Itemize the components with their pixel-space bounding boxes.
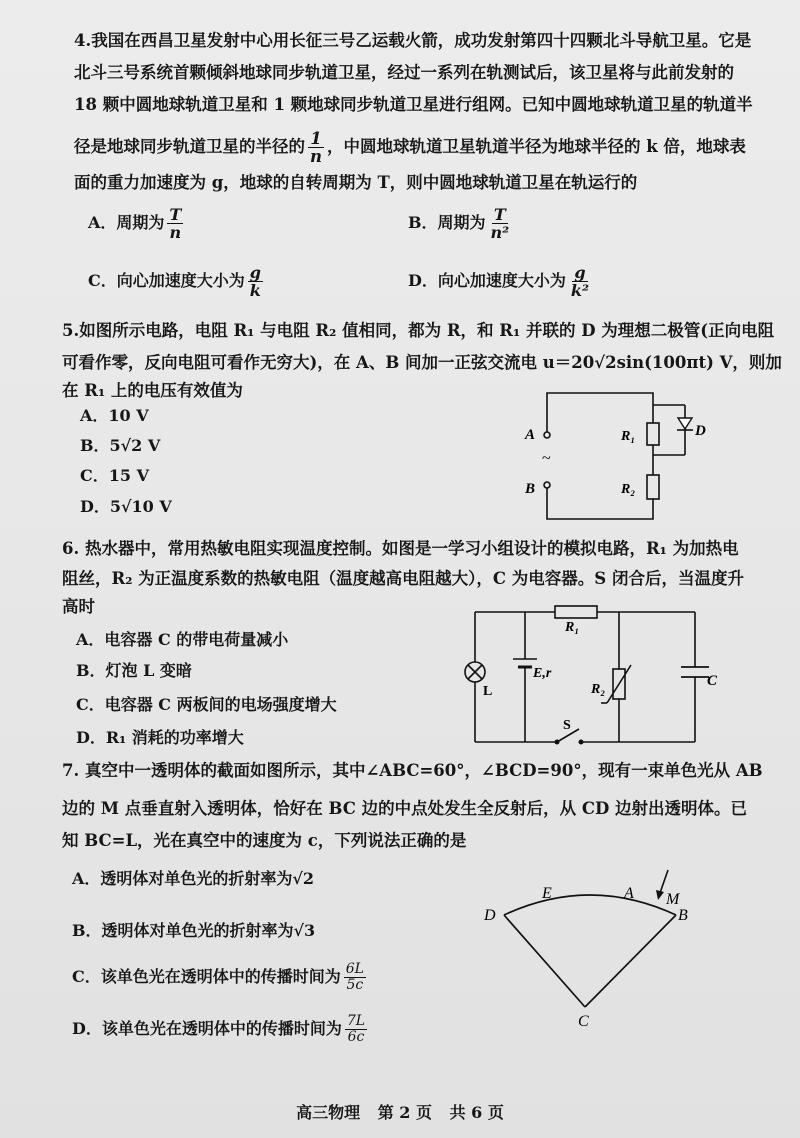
q4-line1: 4.我国在西昌卫星发射中心用长征三号乙运载火箭，成功发射第四十四颗北斗导航卫星。它是 bbox=[74, 31, 752, 50]
q6-option-c: C．电容器 C 两板间的电场强度增大 bbox=[76, 695, 337, 714]
q5-line3: 在 R₁ 上的电压有效值为 bbox=[62, 381, 243, 400]
q7-label-e: E bbox=[542, 885, 552, 902]
q6-line3: 高时 bbox=[62, 597, 95, 616]
footer-page: 第 2 页 bbox=[377, 1103, 432, 1122]
q5-label-d: D bbox=[695, 423, 706, 439]
q4-line3: 18 颗中圆地球轨道卫星和 1 颗地球同步轨道卫星进行组网。已知中圆地球轨道卫星的轨道半 bbox=[74, 95, 753, 114]
q5-label-r2: R₂ bbox=[621, 482, 636, 497]
q6-line2: 阻丝，R₂ 为正温度系数的热敏电阻（温度越高电阻越大），C 为电容器。S 闭合后，当温度升 bbox=[62, 569, 744, 588]
q6-label-c: C bbox=[707, 673, 718, 689]
q7-label-c: C bbox=[578, 1013, 589, 1030]
q7-option-b: B．透明体对单色光的折射率为√3 bbox=[72, 921, 316, 940]
q4-line4 bbox=[74, 130, 746, 165]
q7-prism-diagram bbox=[480, 860, 710, 1030]
q6-option-d: D．R₁ 消耗的功率增大 bbox=[76, 728, 244, 747]
q5-line1: 5.如图所示电路，电阻 R₁ 与电阻 R₂ 值相同，都为 R，和 R₁ 并联的 D 为理想二极管(正向电阻 bbox=[62, 321, 775, 340]
q6-line1: 6. 热水器中，常用热敏电阻实现温度控制。如图是一学习小组设计的模拟电路，R₁ 为加热电 bbox=[62, 539, 739, 558]
q6-label-r1: R₁ bbox=[565, 620, 580, 635]
q4-fraction: $\frac{1}{n}$ bbox=[310, 129, 322, 166]
q4-option-a: A．周期为 $\frac{T}{n}$ bbox=[88, 205, 182, 242]
q4-line5: 面的重力加速度为 g，地球的自转周期为 T，则中圆地球轨道卫星在轨运行的 bbox=[74, 173, 638, 192]
page-footer bbox=[0, 1100, 800, 1123]
q7-line1: 7. 真空中一透明体的截面如图所示，其中∠ABC=60°，∠BCD=90°，现有一束单色光从 AB bbox=[62, 761, 763, 780]
footer-total: 共 6 页 bbox=[449, 1103, 504, 1122]
q4-option-b: B．周期为 $\frac{T}{\text{n²}}$ bbox=[408, 205, 510, 242]
q6-label-r2: R₂ bbox=[591, 682, 606, 697]
q5-option-b: B．5√2 V bbox=[80, 436, 161, 455]
q4-option-c: C．向心加速度大小为 $\frac{g}{k}$ bbox=[88, 263, 261, 300]
q5-label-tilde: ~ bbox=[542, 450, 551, 467]
q7-label-b: B bbox=[678, 907, 688, 924]
q6-label-l: L bbox=[483, 684, 493, 699]
q6-option-b: B．灯泡 L 变暗 bbox=[76, 661, 192, 680]
q5-line2: 可看作零，反向电阻可看作无穷大)，在 A、B 间加一正弦交流电 u＝20√2sin(100πt) V，则加 bbox=[62, 353, 782, 372]
q6-label-s: S bbox=[563, 718, 571, 733]
q6-option-a: A．电容器 C 的带电荷量减小 bbox=[76, 630, 289, 649]
q4-line2: 北斗三号系统首颗倾斜地球同步轨道卫星，经过一系列在轨测试后，该卫星将与此前发射的 bbox=[74, 63, 734, 82]
q7-label-m: M bbox=[666, 891, 680, 908]
q5-label-r1: R₁ bbox=[621, 429, 636, 444]
q5-option-d: D．5√10 V bbox=[80, 497, 172, 516]
footer-subject: 高三物理 bbox=[296, 1103, 361, 1122]
q7-option-a: A．透明体对单色光的折射率为√2 bbox=[72, 869, 315, 888]
light-ray-arrow-icon bbox=[656, 890, 664, 900]
q5-label-b: B bbox=[525, 481, 536, 497]
q5-label-a: A bbox=[525, 427, 536, 443]
q5-circuit-diagram bbox=[515, 385, 715, 525]
q7-line3: 知 BC=L，光在真空中的速度为 c，下列说法正确的是 bbox=[62, 831, 467, 850]
q7-line2: 边的 M 点垂直射入透明体，恰好在 BC 边的中点处发生全反射后，从 CD 边射出透明体。已 bbox=[62, 799, 748, 818]
q4-option-d: D．向心加速度大小为 $\frac{g}{\text{k²}}$ bbox=[408, 263, 589, 300]
diode-icon bbox=[678, 418, 692, 429]
q7-label-a: A bbox=[624, 885, 634, 902]
q6-label-e: E,r bbox=[533, 666, 552, 681]
q7-option-c: C．该单色光在透明体中的传播时间为 $\frac{6L}{5c}$ bbox=[72, 961, 364, 993]
q7-option-d: D．该单色光在透明体中的传播时间为 $\frac{7L}{6c}$ bbox=[72, 1013, 366, 1045]
q4-line4-a: 径是地球同步轨道卫星的半径的 bbox=[74, 137, 305, 156]
q5-option-a: A．10 V bbox=[80, 406, 149, 425]
q7-label-d: D bbox=[484, 907, 496, 924]
q4-line4-b: ，中圆地球轨道卫星轨道半径为地球半径的 k 倍，地球表 bbox=[327, 137, 746, 156]
q6-circuit-diagram bbox=[455, 597, 725, 757]
q5-option-c: C．15 V bbox=[80, 466, 149, 485]
